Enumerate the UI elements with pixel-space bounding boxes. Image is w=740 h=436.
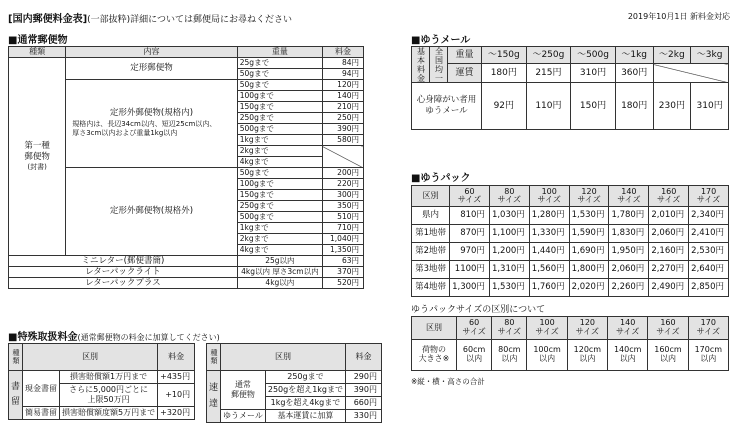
col-size: 160 サイズ — [648, 317, 688, 340]
category-cell: 1kgを超え4kgまで — [265, 397, 345, 410]
price-cell: 2,060円 — [649, 225, 689, 243]
col-kind: 種類 — [9, 47, 66, 58]
col-size: 140 サイズ — [608, 317, 648, 340]
table-row — [207, 410, 382, 423]
weight-cell: 100gまで — [237, 179, 322, 190]
price-cell: 390円 — [346, 384, 382, 397]
weight-cell: 250gまで — [237, 113, 322, 124]
yupack-table — [411, 185, 729, 297]
weight-cell: 500gまで — [237, 124, 322, 135]
section-title-yupack-size: ゆうパックサイズの区別について — [411, 305, 546, 315]
price-cell: 870円 — [450, 225, 490, 243]
price-cell: 1,800円 — [569, 261, 609, 279]
table-row — [412, 340, 729, 371]
table-row — [412, 261, 729, 279]
weight-cell: 1kgまで — [237, 223, 322, 234]
page-title: [国内郵便料金表] — [8, 14, 88, 25]
uniform-label: 全国均一 — [430, 47, 448, 83]
price-cell: 1,350円 — [322, 245, 363, 256]
weight-cell: 〜1kg — [615, 47, 653, 64]
weight-cell: 4kgまで — [237, 157, 322, 168]
weight-cell: 500gまで — [237, 212, 322, 223]
weight-label: 重量 — [448, 47, 482, 64]
col-size: 170 サイズ — [688, 317, 728, 340]
price-cell: 1,560円 — [529, 261, 569, 279]
price-cell: 120円 — [322, 80, 363, 91]
fare-cell: 215円 — [526, 64, 571, 83]
category-cell: 250gまで — [265, 371, 345, 384]
category-cell: 損害賠償額度額5万円まで — [60, 407, 158, 420]
price-cell: +10円 — [158, 384, 195, 407]
price-cell: +435円 — [158, 371, 195, 384]
mini-letter-name: ミニレター(郵便書簡) — [9, 256, 238, 267]
fare-cell: 310円 — [571, 64, 616, 83]
price-cell: 250円 — [322, 113, 363, 124]
price-cell: 390円 — [322, 124, 363, 135]
price-cell: 810円 — [450, 207, 490, 225]
price-cell: 710円 — [322, 223, 363, 234]
size-cell: 120cm 以内 — [567, 340, 607, 371]
special-note: (通常郵便物の料金に加算してください) — [77, 333, 220, 342]
table-row — [412, 207, 729, 225]
price-cell: 2,060円 — [609, 261, 649, 279]
teikeigai-nonstd-name: 定形外郵便物(規格外) — [66, 168, 238, 256]
price-cell: 370円 — [322, 267, 363, 278]
price-cell: 300円 — [322, 190, 363, 201]
price-cell: 1,440円 — [529, 243, 569, 261]
kind-char-2: 達 — [209, 398, 219, 409]
weight-cell: 50gまで — [237, 69, 322, 80]
weight-cell: 100gまで — [237, 91, 322, 102]
kind-char-2: 留 — [11, 397, 21, 407]
basic-fee-label: 基本料金 — [412, 47, 430, 83]
table-header-row — [207, 344, 382, 371]
special-title: ■特殊取扱料金 — [8, 332, 78, 343]
price-cell: 84円 — [322, 58, 363, 69]
price-cell: 510円 — [322, 212, 363, 223]
table-row — [9, 256, 364, 267]
price-cell: 2,260円 — [609, 279, 649, 297]
table-row — [412, 243, 729, 261]
teikei-name: 定形郵便物 — [66, 58, 238, 80]
table-row — [9, 371, 195, 384]
price-cell: 1,280円 — [529, 207, 569, 225]
col-size: 140 サイズ — [609, 186, 649, 207]
fare-cell-na — [653, 64, 728, 83]
kan-i-label: 簡易書留 — [23, 407, 60, 420]
disabled-label: 心身障がい者用 ゆうメール — [412, 83, 482, 130]
price-cell: +320円 — [158, 407, 195, 420]
table-row — [9, 58, 364, 69]
fare-cell: 180円 — [615, 83, 653, 130]
price-cell: 2,010円 — [649, 207, 689, 225]
weight-cell: 50gまで — [237, 80, 322, 91]
col-size: 80 サイズ — [489, 186, 529, 207]
table-row — [412, 64, 729, 83]
weight-cell: 2kgまで — [237, 234, 322, 245]
price-cell: 1,100円 — [489, 225, 529, 243]
teikeigai-std-cell — [66, 80, 238, 168]
weight-cell: 25gまで — [237, 58, 322, 69]
col-content: 内容 — [66, 47, 238, 58]
price-cell: 2,640円 — [689, 261, 729, 279]
kind-first-class — [9, 58, 66, 256]
page-subtitle: (一部抜粋)詳細については郵便局にお尋ねください — [87, 15, 292, 25]
price-cell: 1,590円 — [569, 225, 609, 243]
yumail-table — [411, 46, 729, 130]
table-header-row — [9, 47, 364, 58]
price-cell: 140円 — [322, 91, 363, 102]
section-title-yumail: ■ゆうメール — [411, 35, 471, 46]
price-cell: 970円 — [450, 243, 490, 261]
teikeigai-std-name: 定形外郵便物(規格内) — [109, 107, 194, 118]
fare-cell: 310円 — [691, 83, 729, 130]
fare-cell: 230円 — [653, 83, 691, 130]
page-header — [8, 10, 292, 25]
kind-sub: (封書) — [27, 163, 47, 171]
table-header-row — [412, 186, 729, 207]
price-cell: 2,530円 — [689, 243, 729, 261]
price-cell: 2,160円 — [649, 243, 689, 261]
kind-label: 第一種 郵便物 — [24, 140, 50, 162]
registered-mail-table — [8, 343, 195, 420]
price-cell: 1,830円 — [609, 225, 649, 243]
kind-char-1: 書 — [11, 381, 21, 392]
weight-cell: 〜2kg — [653, 47, 691, 64]
price-cell: 210円 — [322, 102, 363, 113]
table-row — [412, 47, 729, 64]
col-weight: 重量 — [237, 47, 322, 58]
col-size: 80 サイズ — [492, 317, 527, 340]
fare-cell: 150円 — [571, 83, 616, 130]
price-cell: 350円 — [322, 201, 363, 212]
col-category: 区別 — [412, 317, 457, 340]
fare-cell: 92円 — [482, 83, 527, 130]
weight-cell: 4kg以内 厚さ3cm以内 — [237, 267, 322, 278]
price-cell: 1,040円 — [322, 234, 363, 245]
weight-cell: 250gまで — [237, 201, 322, 212]
weight-cell: 150gまで — [237, 190, 322, 201]
price-cell: 290円 — [346, 371, 382, 384]
letterpack-light-name: レターパックライト — [9, 267, 238, 278]
col-size: 120 サイズ — [569, 186, 609, 207]
price-cell: 1,690円 — [569, 243, 609, 261]
ordinary-mail-table — [8, 46, 364, 289]
zone-cell: 第1地帯 — [412, 225, 450, 243]
size-cell: 160cm 以内 — [648, 340, 688, 371]
express-mail-table — [206, 343, 382, 423]
price-cell: 520円 — [322, 278, 363, 289]
zone-cell: 第3地帯 — [412, 261, 450, 279]
table-row — [207, 371, 382, 384]
tsujo-label: 通常 郵便物 — [221, 371, 266, 410]
price-cell: 1100円 — [450, 261, 490, 279]
effective-date: 2019年10月1日 新料金対応 — [627, 12, 730, 21]
price-cell: 94円 — [322, 69, 363, 80]
section-title-special — [8, 328, 220, 343]
table-row — [412, 83, 729, 130]
weight-cell: 50gまで — [237, 168, 322, 179]
table-row — [9, 267, 364, 278]
price-cell: 1,310円 — [489, 261, 529, 279]
price-cell: 1,030円 — [489, 207, 529, 225]
category-cell: 損害賠償額1万円まで — [60, 371, 158, 384]
col-size: 170 サイズ — [689, 186, 729, 207]
zone-cell: 第2地帯 — [412, 243, 450, 261]
weight-cell: 4kgまで — [237, 245, 322, 256]
price-cell: 200円 — [322, 168, 363, 179]
price-cell: 2,270円 — [649, 261, 689, 279]
zone-cell: 県内 — [412, 207, 450, 225]
size-cell: 80cm 以内 — [492, 340, 527, 371]
fare-cell: 180円 — [482, 64, 527, 83]
size-footnote: ※縦・横・高さの合計 — [411, 377, 485, 386]
fare-cell: 110円 — [526, 83, 571, 130]
price-cell: 1,530円 — [569, 207, 609, 225]
price-cell: 1,950円 — [609, 243, 649, 261]
size-cell: 100cm 以内 — [527, 340, 567, 371]
price-cell: 2,850円 — [689, 279, 729, 297]
category-cell: さらに5,000円ごとに 上限50万円 — [60, 384, 158, 407]
col-price: 料金 — [346, 344, 382, 371]
kind-express — [207, 371, 221, 423]
col-size: 160 サイズ — [649, 186, 689, 207]
table-row — [9, 407, 195, 420]
price-cell: 1,330円 — [529, 225, 569, 243]
col-price: 料金 — [322, 47, 363, 58]
col-category: 区別 — [221, 344, 346, 371]
price-cell: 330円 — [346, 410, 382, 423]
section-title-yupack: ■ゆうパック — [411, 173, 471, 184]
col-category: 区別 — [23, 344, 158, 371]
price-cell: 2,340円 — [689, 207, 729, 225]
price-cell: 1,200円 — [489, 243, 529, 261]
price-cell: 1,760円 — [529, 279, 569, 297]
weight-cell: 〜3kg — [691, 47, 729, 64]
yupack-size-table — [411, 316, 729, 371]
size-cell: 170cm 以内 — [688, 340, 728, 371]
section-title-main: ■通常郵便物 — [8, 35, 68, 46]
table-header-row — [412, 317, 729, 340]
letterpack-plus-name: レターパックプラス — [9, 278, 238, 289]
price-cell: 2,020円 — [569, 279, 609, 297]
col-kind: 種類 — [9, 344, 23, 371]
price-cell: 220円 — [322, 179, 363, 190]
col-zone: 区別 — [412, 186, 450, 207]
kind-registered — [9, 371, 23, 420]
col-size: 100 サイズ — [527, 317, 567, 340]
weight-cell: 150gまで — [237, 102, 322, 113]
price-cell: 63円 — [322, 256, 363, 267]
zone-cell: 第4地帯 — [412, 279, 450, 297]
price-cell: 2,410円 — [689, 225, 729, 243]
price-cell: 1,300円 — [450, 279, 490, 297]
size-cell: 60cm 以内 — [457, 340, 492, 371]
weight-cell: 〜150g — [482, 47, 527, 64]
price-cell: 580円 — [322, 135, 363, 146]
weight-cell: 25g以内 — [237, 256, 322, 267]
col-kind: 種類 — [207, 344, 221, 371]
weight-cell: 〜250g — [526, 47, 571, 64]
weight-cell: 2kgまで — [237, 146, 322, 157]
col-size: 60 サイズ — [450, 186, 490, 207]
table-row — [412, 279, 729, 297]
price-cell: 660円 — [346, 397, 382, 410]
teikeigai-std-note: 規格内は、長辺34cm以内、短辺25cm以内、 厚さ3cm以内および重量1kg以内 — [72, 120, 217, 138]
price-cell: 1,530円 — [489, 279, 529, 297]
price-cell-na — [322, 146, 363, 168]
table-row — [9, 278, 364, 289]
col-size: 100 サイズ — [529, 186, 569, 207]
weight-cell: 4kg以内 — [237, 278, 322, 289]
col-size: 120 サイズ — [567, 317, 607, 340]
category-cell: 基本運賃に加算 — [265, 410, 345, 423]
col-size: 60 サイズ — [457, 317, 492, 340]
size-label: 荷物の 大きさ※ — [412, 340, 457, 371]
weight-cell: 1kgまで — [237, 135, 322, 146]
genkin-label: 現金書留 — [23, 371, 60, 407]
fare-label: 運賃 — [448, 64, 482, 83]
price-cell: 2,490円 — [649, 279, 689, 297]
table-row — [412, 225, 729, 243]
col-price: 料金 — [158, 344, 195, 371]
kind-char-1: 速 — [209, 383, 219, 394]
size-cell: 140cm 以内 — [608, 340, 648, 371]
price-cell: 1,780円 — [609, 207, 649, 225]
category-cell: 250gを超え1kgまで — [265, 384, 345, 397]
table-header-row — [9, 344, 195, 371]
weight-cell: 〜500g — [571, 47, 616, 64]
yumail-label: ゆうメール — [221, 410, 266, 423]
fare-cell: 360円 — [615, 64, 653, 83]
